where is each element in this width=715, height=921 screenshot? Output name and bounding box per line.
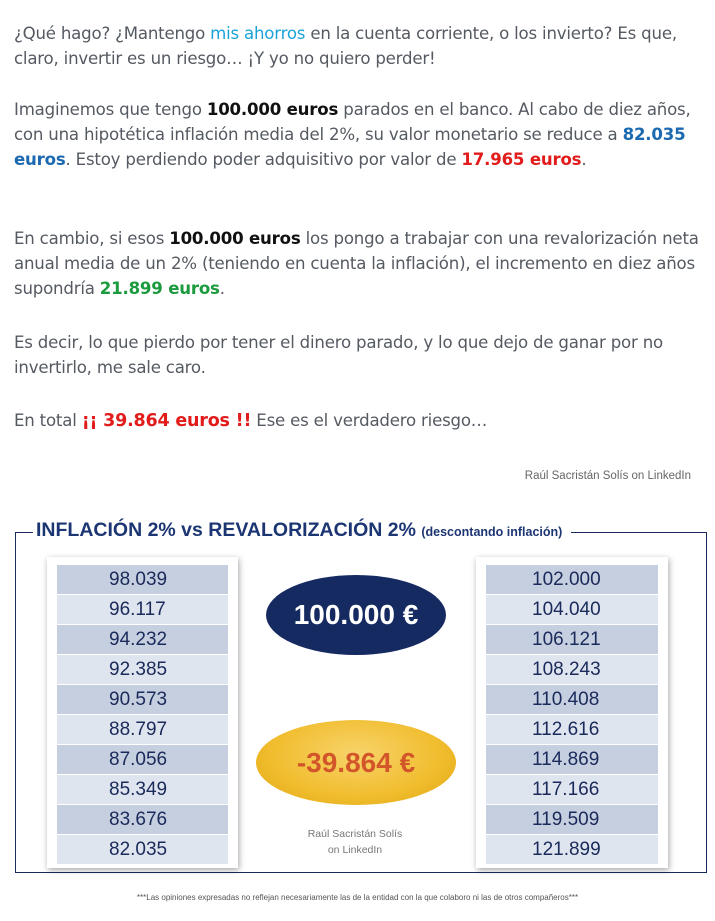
p3-text-e: .: [219, 279, 225, 298]
inflation-value-row: 92.385: [57, 655, 228, 684]
inflation-value-row: 94.232: [57, 625, 228, 654]
revaluation-values-list: [476, 557, 668, 868]
revaluation-value-row: 121.899: [486, 835, 658, 864]
revaluation-value-row: 114.869: [486, 745, 658, 774]
revaluation-value-row: 104.040: [486, 595, 658, 624]
p1-highlight-savings: mis ahorros: [210, 24, 306, 43]
inflation-value-row: 82.035: [57, 835, 228, 864]
revaluation-value-row: 102.000: [486, 565, 658, 594]
paragraph-total: [14, 408, 704, 434]
inflation-value-row: 96.117: [57, 595, 228, 624]
p5-total-amount: ¡¡ 39.864 euros !!: [81, 411, 252, 431]
inflation-value-row: 87.056: [57, 745, 228, 774]
infographic-title-main: INFLACIÓN 2% vs REVALORIZACIÓN 2%: [36, 519, 416, 541]
frame-top-border-left: [15, 532, 33, 533]
revaluation-value-row: 117.166: [486, 775, 658, 804]
inflation-value-row: 88.797: [57, 715, 228, 744]
infographic-credit: [290, 826, 420, 858]
p3-text-a: En cambio, si esos: [14, 229, 170, 248]
infographic-credit-line1: Raúl Sacristán Solís: [307, 828, 403, 840]
p2-text-e: . Estoy perdiendo poder adquisitivo por valor de: [65, 150, 462, 169]
initial-amount-badge: 100.000 €: [266, 575, 446, 655]
inflation-value-row: 90.573: [57, 685, 228, 714]
p2-amount-loss: 17.965 euros: [461, 150, 582, 169]
inflation-value-row: 98.039: [57, 565, 228, 594]
infographic-subtitle: (descontando inflación): [421, 525, 563, 539]
frame-top-border-right: [571, 532, 707, 533]
p2-text-c: parados en el banco. Al cabo de diez años, con una hipotética inflación media del 2%, su valor monetario se reduce a: [14, 100, 691, 144]
revaluation-value-row: 108.243: [486, 655, 658, 684]
p2-amount-initial: 100.000 euros: [206, 100, 339, 119]
p3-amount-initial: 100.000 euros: [169, 229, 301, 248]
p3-text-c: los pongo a trabajar con una revalorización neta anual media de un 2% (teniendo en cuenta la inflación), el incremento en diez años supondría: [14, 229, 699, 298]
author-credit: Raúl Sacristán Solís on LinkedIn: [524, 470, 691, 482]
disclaimer: ***Las opiniones expresadas no reflejan necesariamente las de la entidad con la que colaboro ni las de otros compañeros***: [136, 893, 579, 902]
inflation-value-row: 85.349: [57, 775, 228, 804]
p5-text-c: Ese es el verdadero riesgo…: [251, 411, 488, 430]
revaluation-value-row: 119.509: [486, 805, 658, 834]
paragraph-question: [14, 21, 704, 71]
inflation-values-list: [47, 557, 238, 868]
p5-text-a: En total: [14, 411, 82, 430]
p2-amount-reduced: 82.035 euros: [14, 125, 686, 169]
paragraph-inflation: [14, 97, 704, 172]
revaluation-value-row: 106.121: [486, 625, 658, 654]
revaluation-value-row: 110.408: [486, 685, 658, 714]
infographic-title: [36, 519, 562, 542]
difference-badge: -39.864 €: [256, 720, 456, 805]
p2-text-g: .: [581, 150, 587, 169]
paragraph-investment: [14, 226, 704, 301]
revaluation-value-row: 112.616: [486, 715, 658, 744]
p1-text-a: ¿Qué hago? ¿Mantengo: [14, 24, 211, 43]
p1-text-c: en la cuenta corriente, o los invierto? Es que, claro, invertir es un riesgo… ¡Y yo no quiero perder!: [14, 24, 677, 68]
paragraph-conclusion: Es decir, lo que pierdo por tener el dinero parado, y lo que dejo de ganar por no invertirlo, me sale caro.: [14, 333, 663, 377]
p2-text-a: Imaginemos que tengo: [14, 100, 207, 119]
inflation-value-row: 83.676: [57, 805, 228, 834]
p3-amount-gain: 21.899 euros: [99, 279, 220, 298]
infographic-credit-line2: on LinkedIn: [327, 844, 383, 856]
